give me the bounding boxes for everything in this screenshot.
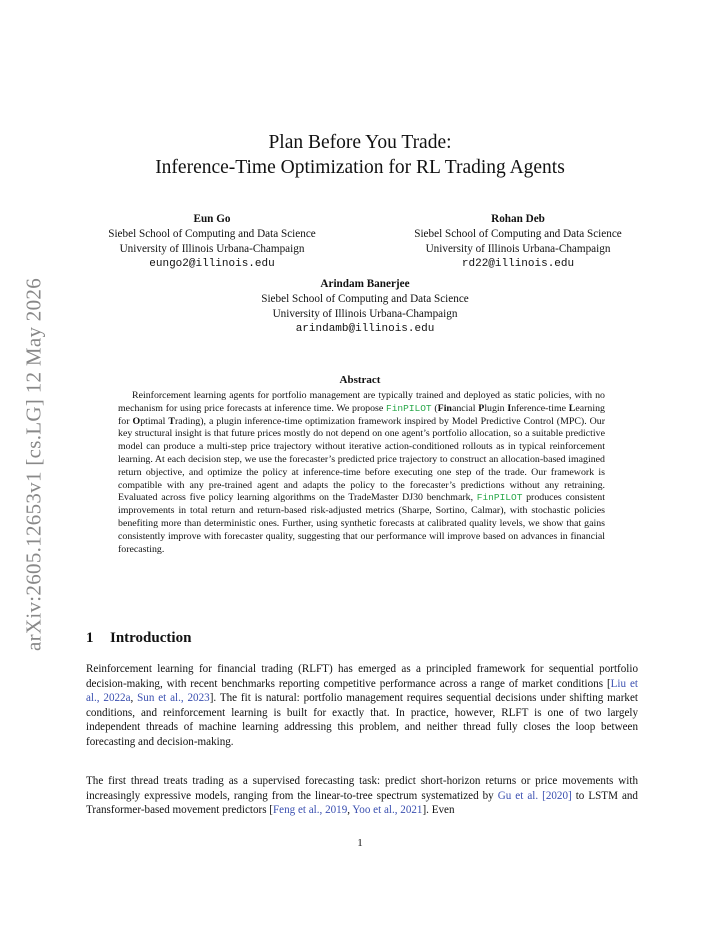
abstract-text: Reinforcement learning agents for portfolio management are typically trained and deployed as static policies, with no mechanism for using price forecasts at inference time. We propose bbox=[118, 390, 605, 414]
citation-link[interactable]: Gu et al. [2020] bbox=[497, 789, 572, 802]
abstract-text: lugin bbox=[484, 402, 508, 414]
author-name: Arindam Banerjee bbox=[320, 278, 410, 290]
paper-title bbox=[100, 130, 620, 180]
author-email[interactable]: eungo2@illinois.edu bbox=[149, 258, 275, 270]
method-name: FinPILOT bbox=[476, 492, 523, 504]
author-email[interactable]: arindamb@illinois.edu bbox=[295, 323, 435, 335]
body-text: Reinforcement learning for financial trading (RLFT) has emerged as a principled framework for sequential portfolio decision-making, with recent benchmarks reporting competitive performance across a range of market conditions [ bbox=[86, 663, 638, 690]
acronym-letter: L bbox=[568, 402, 576, 414]
abstract-text: ancial bbox=[451, 402, 479, 414]
abstract-text: rading), a plugin inference-time optimization framework inspired by Model Predictive Control (MPC). Our key structural insight is that future prices mostly do not depend on one agent’s portfolio allocation, so a suitable predictive model can produce a multi-step price trajectory without iterative action-conditioned rollouts as in typical reinforcement learning. At each decision step, we use the forecaster’s predicted price trajectory to construct an allocation-based imagined return objective, and optimize the policy at inference-time before executing one step of the trade. Our framework is compatible with any pre-trained agent and adapts the policy to the forecaster’s predictions without any retraining. Evaluated across five policy learning algorithms on the TradeMaster DJ30 benchmark, bbox=[118, 415, 606, 504]
body-text: The first thread treats trading as a supervised forecasting task: predict short-horizon returns or price movements with increasingly expressive models, ranging from the linear-to-tree spectrum systematized by bbox=[86, 775, 638, 802]
author-email[interactable]: rd22@illinois.edu bbox=[461, 258, 575, 270]
abstract-text: produces consistent improvements in total return and return-based risk-adjusted metrics (Sharpe, Sortino, Calmar), with stochastic policies benefiting more than deterministic ones. Further, using synthetic forecasts at calibrated quality levels, we show that gains consistently improve with forecaster quality, suggesting that our performance will improve based on advances in financial forecasting. bbox=[118, 492, 605, 555]
author-univ: University of Illinois Urbana-Champaign bbox=[119, 243, 305, 255]
author-name: Rohan Deb bbox=[491, 213, 545, 225]
author-univ: University of Illinois Urbana-Champaign bbox=[425, 243, 611, 255]
page-number: 1 bbox=[357, 837, 363, 849]
acronym-letter: O bbox=[132, 415, 141, 427]
abstract-body bbox=[118, 390, 605, 556]
method-name: FinPILOT bbox=[386, 402, 432, 414]
author-name: Eun Go bbox=[193, 213, 231, 225]
body-text: ]. Even bbox=[422, 804, 455, 817]
abstract-text: nference-time bbox=[511, 402, 569, 414]
section-title: Introduction bbox=[110, 630, 192, 646]
abstract-text: ptimal bbox=[140, 415, 169, 427]
title-line-1: Plan Before You Trade: bbox=[268, 132, 452, 153]
acronym-letter: T bbox=[168, 415, 175, 427]
author-block-1 bbox=[82, 212, 342, 272]
abstract-heading: Abstract bbox=[339, 374, 381, 386]
author-block-2 bbox=[388, 212, 648, 272]
body-text: ]. The fit is natural: portfolio management requires sequential decisions under shifting market conditions, and reinforcement learning is built for exactly that. In practice, however, RLFT is one of two largely independent threads of machine learning addressing this problem, and neither thread fully closes the loop between forecasting and decision-making. bbox=[86, 692, 638, 748]
intro-paragraph-1 bbox=[86, 662, 638, 750]
author-dept: Siebel School of Computing and Data Science bbox=[108, 228, 316, 240]
intro-paragraph-2 bbox=[86, 774, 638, 818]
acronym-letter: I bbox=[507, 402, 512, 414]
citation-link[interactable]: Liu et al., 2022a bbox=[86, 677, 639, 705]
citation-link[interactable]: Yoo et al., 2021 bbox=[352, 804, 423, 817]
body-text: , bbox=[347, 804, 353, 817]
abstract-text: earning for bbox=[118, 402, 605, 427]
author-dept: Siebel School of Computing and Data Science bbox=[261, 293, 469, 305]
abstract-text: ( bbox=[431, 402, 438, 414]
citation-link[interactable]: Sun et al., 2023 bbox=[137, 692, 210, 705]
author-dept: Siebel School of Computing and Data Science bbox=[414, 228, 622, 240]
acronym-letter: P bbox=[478, 402, 485, 414]
title-line-2: Inference-Time Optimization for RL Trading Agents bbox=[155, 157, 565, 178]
section-number: 1 bbox=[86, 630, 94, 646]
author-univ: University of Illinois Urbana-Champaign bbox=[272, 308, 458, 320]
author-block-3 bbox=[210, 277, 520, 337]
body-text: to LSTM and Transformer-based movement predictors [ bbox=[86, 789, 638, 817]
section-heading bbox=[86, 630, 191, 647]
body-text: , bbox=[130, 692, 138, 705]
acronym-letter: Fin bbox=[437, 402, 452, 414]
citation-link[interactable]: Feng et al., 2019 bbox=[273, 804, 348, 817]
abstract-paragraph bbox=[118, 390, 605, 556]
arxiv-side-stamp: arXiv:2605.12653v1 [cs.LG] 12 May 2026 bbox=[21, 278, 46, 652]
